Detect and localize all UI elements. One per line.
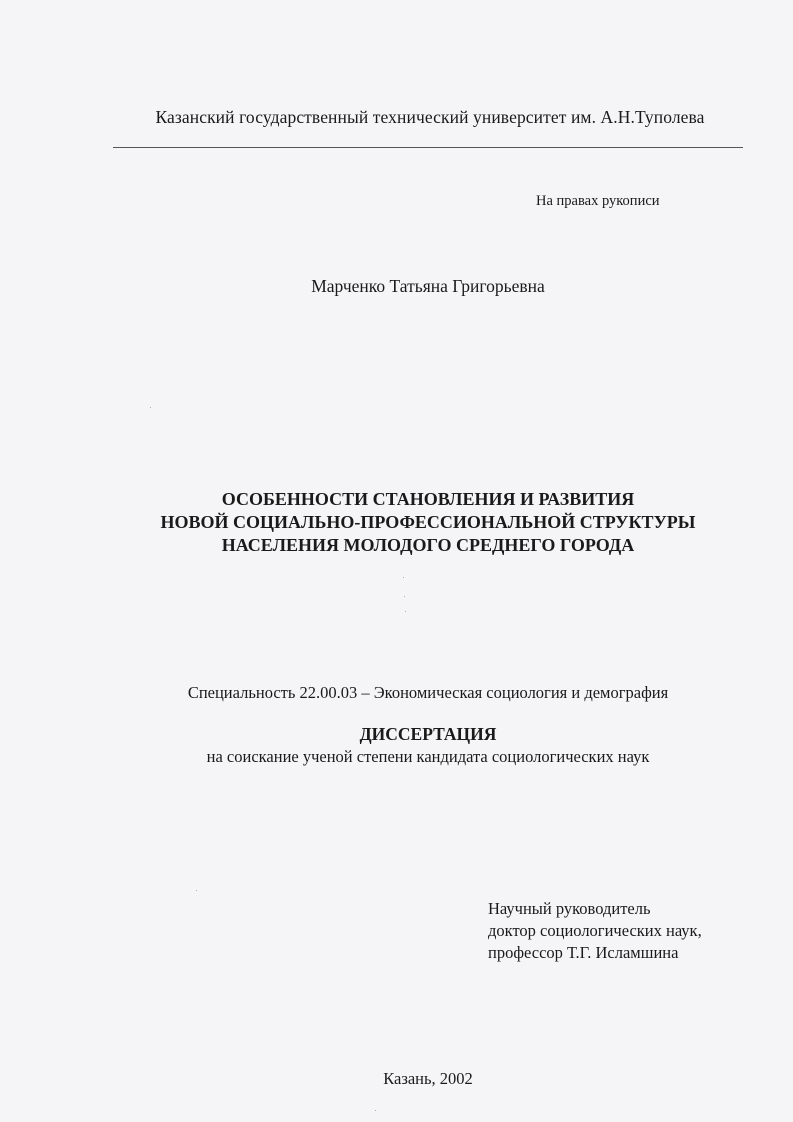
- scan-speck: [403, 577, 404, 578]
- thesis-title: [0, 488, 793, 557]
- thesis-title-line-1: ОСОБЕННОСТИ СТАНОВЛЕНИЯ И РАЗВИТИЯ: [221, 489, 635, 509]
- university-name: Казанский государственный технический университет им. А.Н.Туполева: [155, 107, 705, 127]
- rights-note: На правах рукописи: [536, 193, 660, 209]
- speciality-line: Специальность 22.00.03 – Экономическая социология и демография: [187, 683, 669, 702]
- supervisor-role: Научный руководитель: [488, 899, 651, 918]
- supervisor-name: профессор Т.Г. Исламшина: [488, 943, 679, 962]
- thesis-title-line-2: НОВОЙ СОЦИАЛЬНО-ПРОФЕССИОНАЛЬНОЙ СТРУКТУРЫ: [160, 512, 696, 532]
- author-name: Марченко Татьяна Григорьевна: [311, 276, 545, 296]
- header-divider: [113, 147, 743, 148]
- thesis-type: ДИССЕРТАЦИЯ: [359, 724, 497, 744]
- thesis-title-line-3: НАСЕЛЕНИЯ МОЛОДОГО СРЕДНЕГО ГОРОДА: [221, 535, 635, 555]
- scan-speck: [196, 890, 197, 891]
- supervisor-degree: доктор социологических наук,: [488, 921, 702, 940]
- place-and-year: Казань, 2002: [383, 1069, 473, 1088]
- scan-speck: [375, 1110, 376, 1111]
- scan-speck: [404, 596, 405, 597]
- scan-speck: [150, 407, 151, 408]
- scan-speck: [405, 611, 406, 612]
- degree-line: на соискание ученой степени кандидата социологических наук: [206, 747, 650, 766]
- supervisor-block: [488, 898, 702, 964]
